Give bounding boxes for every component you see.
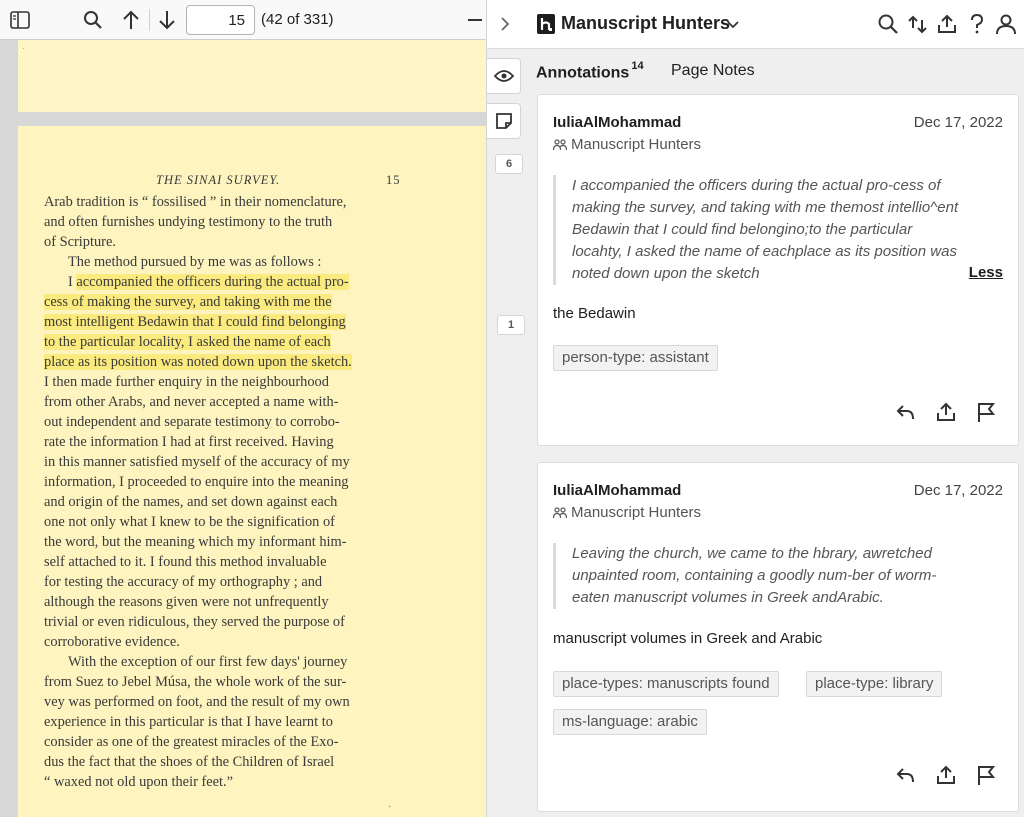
annotation-tag[interactable]: person-type: assistant <box>553 345 718 371</box>
annotation-date[interactable]: Dec 17, 2022 <box>913 482 1003 499</box>
text-line: Arab tradition is “ fossilised ” in their nomenclature, <box>44 194 347 210</box>
hypothesis-logo-icon[interactable] <box>537 14 555 34</box>
annotation-card[interactable] <box>537 462 1019 812</box>
annotation-count-bubble[interactable]: 1 <box>497 315 525 335</box>
quote-line: unpainted room, containing a goodly num-ber of worm- <box>572 567 937 584</box>
annotation-group <box>553 504 701 521</box>
page-number-input[interactable] <box>186 5 255 35</box>
text-line: With the exception of our first few days' journey <box>68 654 348 670</box>
text-line: trivial or even ridiculous, they served the purpose of <box>44 614 345 630</box>
share-annotation-icon[interactable] <box>934 400 958 424</box>
highlight[interactable]: to the particular locality, I asked the name of each <box>44 334 331 350</box>
page-count: (42 of 331) <box>261 11 334 28</box>
annotation-date[interactable]: Dec 17, 2022 <box>913 114 1003 131</box>
annotation-body: manuscript volumes in Greek and Arabic <box>553 630 823 647</box>
highlight[interactable]: place as its position was noted down upon the sketch. <box>44 354 352 370</box>
annotation-group-name: Manuscript Hunters <box>571 504 702 521</box>
text-line: although the reasons given were not unfrequently <box>44 594 329 610</box>
sort-icon[interactable] <box>906 12 930 36</box>
toolbar-separator <box>149 9 150 31</box>
next-page-icon[interactable] <box>155 8 179 32</box>
quote-line: locahty, I asked the name of eachplace as its position was <box>572 243 957 260</box>
chevron-down-icon[interactable] <box>727 17 739 35</box>
eye-icon <box>494 69 514 83</box>
text-line <box>44 352 402 372</box>
annotation-tag[interactable]: ms-language: arabic <box>553 709 707 735</box>
page-text <box>44 192 402 792</box>
text-line: self attached to it. I found this method invaluable <box>44 554 327 570</box>
quote-line: making the survey, and taking with me themost intellio^ent <box>572 199 959 216</box>
search-icon[interactable] <box>876 12 900 36</box>
collapse-sidebar-icon[interactable] <box>495 12 515 36</box>
note-icon <box>495 112 513 130</box>
text-line: in this manner satisfied myself of the accuracy of my <box>44 454 350 470</box>
text-line <box>44 332 402 352</box>
quote-line: noted down upon the sketch <box>572 265 760 282</box>
text-line <box>44 312 402 332</box>
find-icon[interactable] <box>81 8 105 32</box>
annotation-quote <box>553 543 993 609</box>
pdf-viewer <box>0 0 486 817</box>
annotation-author[interactable]: IuliaAlMohammad <box>553 482 682 499</box>
text-line: one not only what I knew to be the signification of <box>44 514 335 530</box>
zoom-out-icon[interactable] <box>468 19 482 21</box>
pdf-toolbar <box>0 0 486 40</box>
highlight[interactable]: most intelligent Bedawin that I could find belonging <box>44 314 346 330</box>
text-span: I <box>68 274 77 290</box>
toggle-highlights-button[interactable] <box>487 58 521 94</box>
text-line: the word, but the meaning which my informant him- <box>44 534 347 550</box>
annotation-sidebar <box>486 0 1024 817</box>
flag-icon[interactable] <box>974 400 998 424</box>
highlight[interactable]: cess of making the survey, and taking with me the <box>44 294 332 310</box>
less-toggle-link[interactable]: Less <box>968 264 1003 281</box>
quote-line: I accompanied the officers during the actual pro-cess of <box>572 177 941 194</box>
text-line: dus the fact that the shoes of the Children of Israel <box>44 754 335 770</box>
text-line: and origin of the names, and set down against each <box>44 494 338 510</box>
text-line: “ waxed not old upon their feet.” <box>44 774 234 790</box>
text-line: out independent and separate testimony to corrobo- <box>44 414 340 430</box>
group-icon <box>553 139 567 151</box>
quote-line: Bedawin that I could find belongino;to the particular <box>572 221 913 238</box>
text-line <box>44 272 402 292</box>
tab-annotations-label: Annotations <box>536 64 630 82</box>
text-line: from other Arabs, and never accepted a name with- <box>44 394 339 410</box>
annotation-body: the Bedawin <box>553 305 636 322</box>
text-line: consider as one of the greatest miracles of the Exo- <box>44 734 339 750</box>
text-line <box>44 292 402 312</box>
page-speck: · <box>22 44 25 53</box>
group-name[interactable]: Manuscript Hunters <box>561 13 731 33</box>
page-speck: · <box>388 802 392 813</box>
user-account-icon[interactable] <box>994 12 1018 36</box>
quote-line: eaten manuscript volumes in Greek andArabic. <box>572 589 884 606</box>
tab-annotations[interactable] <box>536 62 644 82</box>
sidebar-toggle-icon[interactable] <box>8 8 32 32</box>
annotation-tag[interactable]: place-type: library <box>806 671 942 697</box>
reply-icon[interactable] <box>894 400 918 424</box>
share-icon[interactable] <box>935 12 959 36</box>
text-line: experience in this particular is that I have learnt to <box>44 714 333 730</box>
text-line: for testing the accuracy of my orthography ; and <box>44 574 323 590</box>
annotation-group <box>553 136 701 153</box>
annotation-tag[interactable]: place-types: manuscripts found <box>553 671 779 697</box>
share-annotation-icon[interactable] <box>934 763 958 787</box>
flag-icon[interactable] <box>974 763 998 787</box>
text-line: and often furnishes undying testimony to the truth <box>44 214 333 230</box>
text-line: corroborative evidence. <box>44 634 180 650</box>
pdf-page <box>18 126 486 817</box>
highlight[interactable]: accompanied the officers during the actual pro- <box>76 274 349 290</box>
annotation-actions <box>894 763 998 787</box>
text-line: of Scripture. <box>44 234 116 250</box>
annotation-count-bubble[interactable]: 6 <box>495 154 523 174</box>
running-title: THE SINAI SURVEY. <box>156 173 281 187</box>
new-page-note-button[interactable] <box>487 103 521 139</box>
text-line: I then made further enquiry in the neighbourhood <box>44 374 329 390</box>
annotation-card[interactable] <box>537 94 1019 446</box>
annotation-quote <box>553 175 993 285</box>
previous-page <box>18 40 486 112</box>
quote-line: Leaving the church, we came to the hbrary, awretched <box>572 545 932 562</box>
text-line: The method pursued by me was as follows : <box>68 254 322 270</box>
text-line: vey was performed on foot, and the result of my own <box>44 694 350 710</box>
help-icon[interactable] <box>965 12 989 36</box>
tab-page-notes[interactable]: Page Notes <box>671 62 755 79</box>
previous-page-icon[interactable] <box>119 8 143 32</box>
page-number-print: 15 <box>386 173 401 187</box>
text-line: information, I proceeded to enquire into the meaning <box>44 474 349 490</box>
sidebar-header <box>487 0 1024 49</box>
reply-icon[interactable] <box>894 763 918 787</box>
group-icon <box>553 507 567 519</box>
annotations-count: 14 <box>631 60 644 72</box>
text-line: from Suez to Jebel Músa, the whole work of the sur- <box>44 674 347 690</box>
text-line: rate the information I had at first received. Having <box>44 434 334 450</box>
annotation-author[interactable]: IuliaAlMohammad <box>553 114 682 131</box>
annotation-actions <box>894 400 998 424</box>
annotation-group-name: Manuscript Hunters <box>571 136 702 153</box>
